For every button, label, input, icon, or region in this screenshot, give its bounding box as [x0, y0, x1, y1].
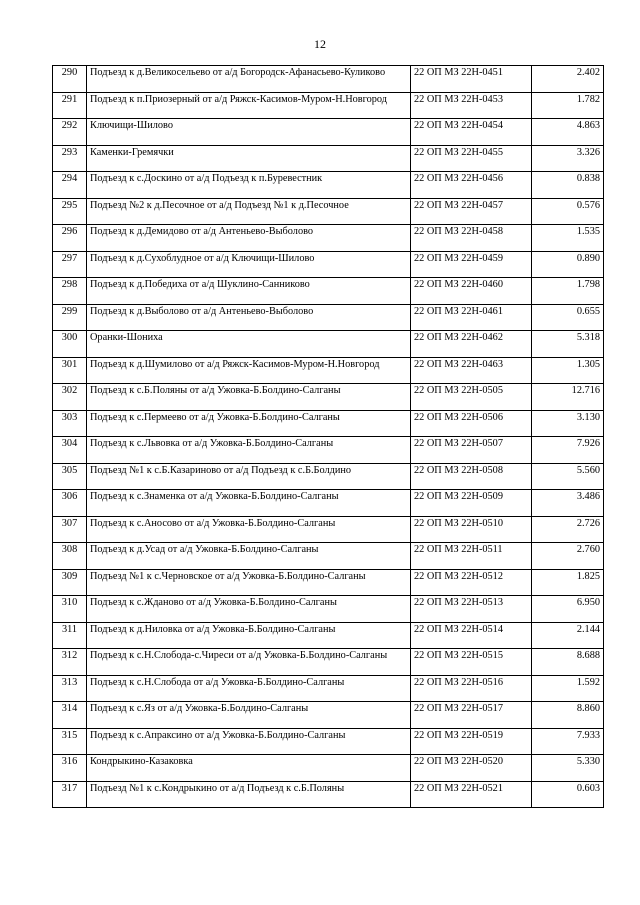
- road-length-cell: 5.330: [532, 755, 604, 782]
- road-code-cell: 22 ОП МЗ 22Н-0460: [411, 278, 532, 305]
- row-number-cell: 292: [53, 119, 87, 146]
- table-row: [53, 463, 604, 490]
- page-number: 12: [314, 37, 326, 51]
- table-row: [53, 649, 604, 676]
- road-name-cell: Ключищи-Шилово: [87, 119, 411, 146]
- table-row: [53, 410, 604, 437]
- road-length-cell: 7.933: [532, 728, 604, 755]
- road-length-cell: 0.603: [532, 781, 604, 808]
- table-row: [53, 251, 604, 278]
- road-code-cell: 22 ОП МЗ 22Н-0511: [411, 543, 532, 570]
- row-number-cell: 293: [53, 145, 87, 172]
- table-row: [53, 92, 604, 119]
- table-row: [53, 596, 604, 623]
- road-length-cell: 0.838: [532, 172, 604, 199]
- row-number-cell: 296: [53, 225, 87, 252]
- table-row: [53, 622, 604, 649]
- row-number-cell: 299: [53, 304, 87, 331]
- table-row: [53, 198, 604, 225]
- road-name-cell: Подъезд к д.Великосельево от а/д Богородск-Афанасьево-Куликово: [87, 66, 411, 93]
- road-length-cell: 0.890: [532, 251, 604, 278]
- row-number-cell: 310: [53, 596, 87, 623]
- road-name-cell: Подъезд к с.Львовка от а/д Ужовка-Б.Болдино-Салганы: [87, 437, 411, 464]
- road-length-cell: 8.860: [532, 702, 604, 729]
- road-length-cell: 2.402: [532, 66, 604, 93]
- table-row: [53, 702, 604, 729]
- road-name-cell: Подъезд к д.Ниловка от а/д Ужовка-Б.Болдино-Салганы: [87, 622, 411, 649]
- road-name-cell: Подъезд к п.Приозерный от а/д Ряжск-Касимов-Муром-Н.Новгород: [87, 92, 411, 119]
- table-row: [53, 516, 604, 543]
- table-row: [53, 569, 604, 596]
- road-code-cell: 22 ОП МЗ 22Н-0507: [411, 437, 532, 464]
- road-length-cell: 6.950: [532, 596, 604, 623]
- row-number-cell: 302: [53, 384, 87, 411]
- table-row: [53, 119, 604, 146]
- road-code-cell: 22 ОП МЗ 22Н-0463: [411, 357, 532, 384]
- row-number-cell: 307: [53, 516, 87, 543]
- road-code-cell: 22 ОП МЗ 22Н-0513: [411, 596, 532, 623]
- row-number-cell: 317: [53, 781, 87, 808]
- table-row: [53, 384, 604, 411]
- row-number-cell: 313: [53, 675, 87, 702]
- road-name-cell: Подъезд к д.Сухоблудное от а/д Ключищи-Шилово: [87, 251, 411, 278]
- row-number-cell: 312: [53, 649, 87, 676]
- road-name-cell: Подъезд №1 к с.Черновское от а/д Ужовка-Б.Болдино-Салганы: [87, 569, 411, 596]
- row-number-cell: 311: [53, 622, 87, 649]
- road-name-cell: Подъезд к с.Апраксино от а/д Ужовка-Б.Болдино-Салганы: [87, 728, 411, 755]
- row-number-cell: 294: [53, 172, 87, 199]
- road-name-cell: Подъезд к с.Н.Слобода от а/д Ужовка-Б.Болдино-Салганы: [87, 675, 411, 702]
- road-code-cell: 22 ОП МЗ 22Н-0462: [411, 331, 532, 358]
- road-code-cell: 22 ОП МЗ 22Н-0458: [411, 225, 532, 252]
- table-row: [53, 543, 604, 570]
- table-row: [53, 304, 604, 331]
- road-name-cell: Подъезд к с.Жданово от а/д Ужовка-Б.Болдино-Салганы: [87, 596, 411, 623]
- table-row: [53, 225, 604, 252]
- road-code-cell: 22 ОП МЗ 22Н-0510: [411, 516, 532, 543]
- table-row: [53, 66, 604, 93]
- table-row: [53, 675, 604, 702]
- road-name-cell: Подъезд к с.Пермеево от а/д Ужовка-Б.Болдино-Салганы: [87, 410, 411, 437]
- road-code-cell: 22 ОП МЗ 22Н-0516: [411, 675, 532, 702]
- road-code-cell: 22 ОП МЗ 22Н-0506: [411, 410, 532, 437]
- road-length-cell: 1.305: [532, 357, 604, 384]
- table-row: [53, 437, 604, 464]
- row-number-cell: 316: [53, 755, 87, 782]
- row-number-cell: 314: [53, 702, 87, 729]
- road-name-cell: Кондрыкино-Казаковка: [87, 755, 411, 782]
- road-length-cell: 2.760: [532, 543, 604, 570]
- road-name-cell: Подъезд к с.Доскино от а/д Подъезд к п.Буревестник: [87, 172, 411, 199]
- road-name-cell: Подъезд к с.Аносово от а/д Ужовка-Б.Болдино-Салганы: [87, 516, 411, 543]
- road-name-cell: Подъезд к с.Знаменка от а/д Ужовка-Б.Болдино-Салганы: [87, 490, 411, 517]
- row-number-cell: 315: [53, 728, 87, 755]
- road-name-cell: Подъезд к д.Победиха от а/д Шуклино-Санниково: [87, 278, 411, 305]
- road-name-cell: Подъезд №2 к д.Песочное от а/д Подъезд №1 к д.Песочное: [87, 198, 411, 225]
- row-number-cell: 305: [53, 463, 87, 490]
- road-length-cell: 3.486: [532, 490, 604, 517]
- row-number-cell: 298: [53, 278, 87, 305]
- table-row: [53, 331, 604, 358]
- table-row: [53, 145, 604, 172]
- roads-table-body: [53, 66, 604, 808]
- road-length-cell: 2.726: [532, 516, 604, 543]
- road-name-cell: Подъезд №1 к с.Кондрыкино от а/д Подъезд к с.Б.Поляны: [87, 781, 411, 808]
- road-name-cell: Подъезд к д.Выболово от а/д Антеньево-Выболово: [87, 304, 411, 331]
- road-code-cell: 22 ОП МЗ 22Н-0454: [411, 119, 532, 146]
- road-code-cell: 22 ОП МЗ 22Н-0514: [411, 622, 532, 649]
- table-row: [53, 278, 604, 305]
- table-row: [53, 755, 604, 782]
- road-code-cell: 22 ОП МЗ 22Н-0459: [411, 251, 532, 278]
- road-code-cell: 22 ОП МЗ 22Н-0453: [411, 92, 532, 119]
- table-row: [53, 781, 604, 808]
- road-length-cell: 1.535: [532, 225, 604, 252]
- row-number-cell: 309: [53, 569, 87, 596]
- road-name-cell: Подъезд к д.Усад от а/д Ужовка-Б.Болдино-Салганы: [87, 543, 411, 570]
- road-length-cell: 7.926: [532, 437, 604, 464]
- table-row: [53, 728, 604, 755]
- road-code-cell: 22 ОП МЗ 22Н-0457: [411, 198, 532, 225]
- road-code-cell: 22 ОП МЗ 22Н-0508: [411, 463, 532, 490]
- row-number-cell: 308: [53, 543, 87, 570]
- road-length-cell: 12.716: [532, 384, 604, 411]
- road-length-cell: 5.318: [532, 331, 604, 358]
- road-length-cell: 0.576: [532, 198, 604, 225]
- road-length-cell: 1.782: [532, 92, 604, 119]
- table-row: [53, 357, 604, 384]
- road-code-cell: 22 ОП МЗ 22Н-0520: [411, 755, 532, 782]
- road-length-cell: 1.825: [532, 569, 604, 596]
- row-number-cell: 290: [53, 66, 87, 93]
- road-length-cell: 4.863: [532, 119, 604, 146]
- road-length-cell: 5.560: [532, 463, 604, 490]
- table-row: [53, 172, 604, 199]
- road-name-cell: Подъезд к с.Б.Поляны от а/д Ужовка-Б.Болдино-Салганы: [87, 384, 411, 411]
- road-length-cell: 3.326: [532, 145, 604, 172]
- road-code-cell: 22 ОП МЗ 22Н-0505: [411, 384, 532, 411]
- road-code-cell: 22 ОП МЗ 22Н-0461: [411, 304, 532, 331]
- row-number-cell: 300: [53, 331, 87, 358]
- row-number-cell: 295: [53, 198, 87, 225]
- road-code-cell: 22 ОП МЗ 22Н-0517: [411, 702, 532, 729]
- road-name-cell: Каменки-Гремячки: [87, 145, 411, 172]
- road-code-cell: 22 ОП МЗ 22Н-0455: [411, 145, 532, 172]
- row-number-cell: 303: [53, 410, 87, 437]
- road-name-cell: Подъезд к д.Шумилово от а/д Ряжск-Касимов-Муром-Н.Новгород: [87, 357, 411, 384]
- road-length-cell: 8.688: [532, 649, 604, 676]
- road-name-cell: Подъезд к с.Н.Слобода-с.Чиреси от а/д Ужовка-Б.Болдино-Салганы: [87, 649, 411, 676]
- roads-table: [52, 65, 604, 808]
- row-number-cell: 306: [53, 490, 87, 517]
- road-length-cell: 1.592: [532, 675, 604, 702]
- road-name-cell: Подъезд к д.Демидово от а/д Антеньево-Выболово: [87, 225, 411, 252]
- road-name-cell: Оранки-Шониха: [87, 331, 411, 358]
- road-name-cell: Подъезд к с.Яз от а/д Ужовка-Б.Болдино-Салганы: [87, 702, 411, 729]
- road-length-cell: 3.130: [532, 410, 604, 437]
- road-code-cell: 22 ОП МЗ 22Н-0509: [411, 490, 532, 517]
- row-number-cell: 291: [53, 92, 87, 119]
- road-code-cell: 22 ОП МЗ 22Н-0456: [411, 172, 532, 199]
- road-name-cell: Подъезд №1 к с.Б.Казариново от а/д Подъезд к с.Б.Болдино: [87, 463, 411, 490]
- road-code-cell: 22 ОП МЗ 22Н-0451: [411, 66, 532, 93]
- row-number-cell: 301: [53, 357, 87, 384]
- row-number-cell: 297: [53, 251, 87, 278]
- road-code-cell: 22 ОП МЗ 22Н-0512: [411, 569, 532, 596]
- road-length-cell: 1.798: [532, 278, 604, 305]
- road-length-cell: 2.144: [532, 622, 604, 649]
- road-code-cell: 22 ОП МЗ 22Н-0519: [411, 728, 532, 755]
- road-code-cell: 22 ОП МЗ 22Н-0515: [411, 649, 532, 676]
- road-length-cell: 0.655: [532, 304, 604, 331]
- road-code-cell: 22 ОП МЗ 22Н-0521: [411, 781, 532, 808]
- table-row: [53, 490, 604, 517]
- row-number-cell: 304: [53, 437, 87, 464]
